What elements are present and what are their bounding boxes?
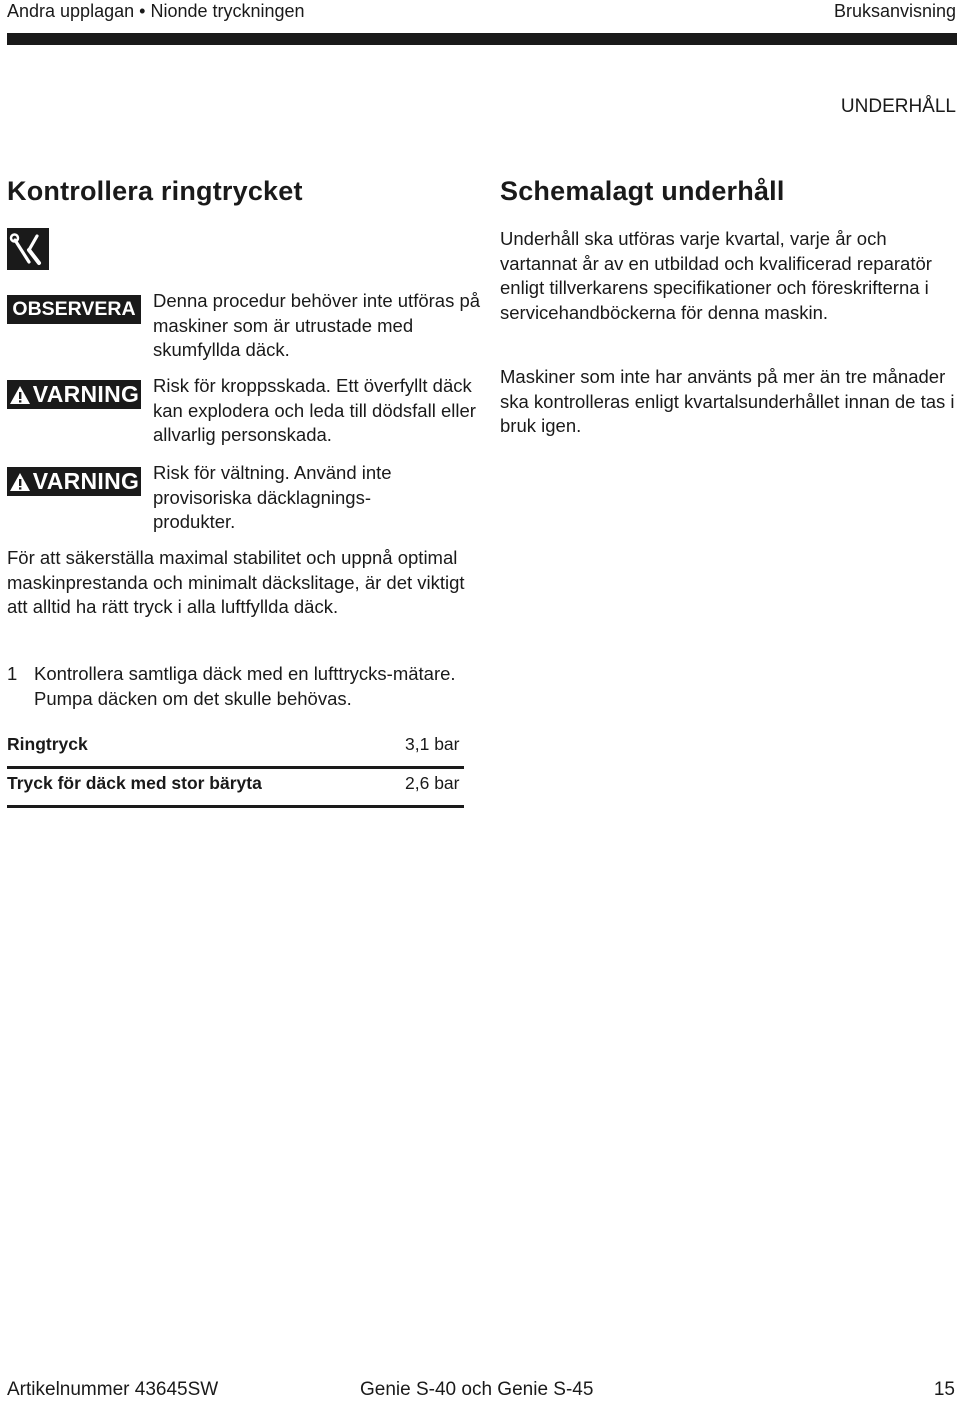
spec-value: 2,6 bar <box>405 773 460 793</box>
observera-badge: OBSERVERA <box>7 295 141 324</box>
note-varning-injury-text: Risk för kroppsskada. Ett överfyllt däck kan explodera och leda till dödsfall eller allvarlig personskada. <box>153 375 476 445</box>
step-number: 1 <box>7 663 18 684</box>
maintenance-paragraph-1: Underhåll ska utföras varje kvartal, varje år och vartannat år av en utbildad och kvalificerad reparatör enligt tillverkarens specifikationer och föreskrifterna i servicehandböckerna för denna maskin. <box>500 228 932 323</box>
edition-right: Nionde tryckningen <box>150 1 305 21</box>
spec-row-flotation-pressure <box>7 767 464 808</box>
section-label: UNDERHÅLL <box>840 96 956 117</box>
maintenance-paragraph-2: Maskiner som inte har använts på mer än tre månader ska kontrolleras enligt kvartalsunderhållet innan de tas i bruk igen. <box>500 366 955 436</box>
spec-label: Ringtryck <box>7 734 88 754</box>
note-varning-tipover-text: Risk för vältning. Använd inte provisoriska däcklagnings-produkter. <box>153 462 392 532</box>
step-item <box>7 662 477 711</box>
varning-badge: VARNING <box>7 380 141 409</box>
part-number <box>7 1379 218 1401</box>
part-number-value: 43645SW <box>134 1379 219 1400</box>
page-number: 15 <box>933 1379 955 1400</box>
wrench-screwdriver-icon <box>7 228 49 270</box>
spec-label: Tryck för däck med stor bäryta <box>7 773 262 793</box>
varning-badge: VARNING <box>7 467 141 496</box>
warning-triangle-icon <box>9 385 31 405</box>
left-section-title: Kontrollera ringtrycket <box>7 176 303 206</box>
edition-left: Andra upplagan <box>7 1 135 21</box>
spec-row-tire-pressure <box>7 728 464 769</box>
bullet-icon: • <box>139 1 146 21</box>
warning-triangle-icon <box>9 472 31 492</box>
note-observera-text: Denna procedur behöver inte utföras på maskiner som är utrustade med skumfyllda däck. <box>153 290 481 360</box>
header-rule <box>7 33 957 45</box>
right-section-title: Schemalagt underhåll <box>500 176 785 206</box>
intro-paragraph: För att säkerställa maximal stabilitet och uppnå optimal maskinprestanda och minimalt däckslitage, är det viktigt att alltid ha rätt tryck i alla luftfyllda däck. <box>7 547 465 617</box>
step-text: Kontrollera samtliga däck med en lufttrycks-mätare. Pumpa däcken om det skulle behövas. <box>34 663 456 709</box>
part-number-label: Artikelnummer <box>7 1379 130 1400</box>
model-name: Genie S-40 och Genie S-45 <box>360 1379 594 1400</box>
edition-info <box>7 1 305 22</box>
spec-value: 3,1 bar <box>405 734 460 754</box>
manual-type: Bruksanvisning <box>833 1 956 21</box>
